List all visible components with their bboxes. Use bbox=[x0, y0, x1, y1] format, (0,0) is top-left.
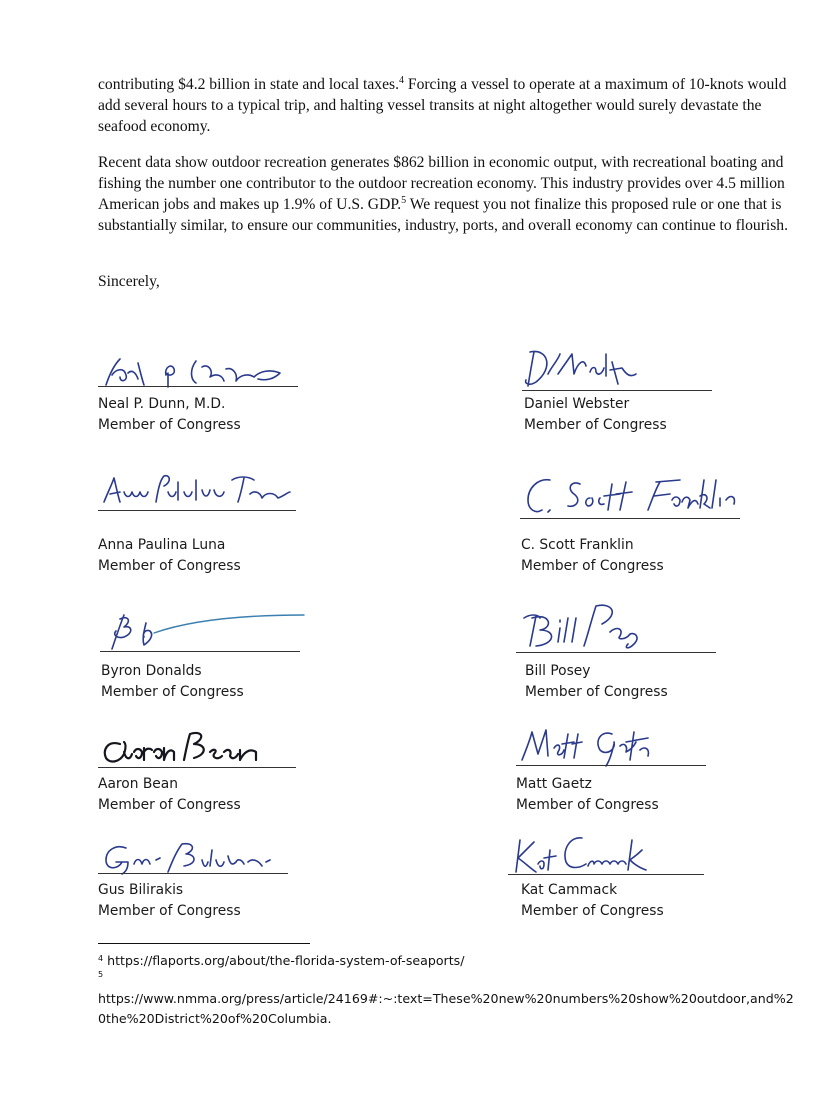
footnote-4-link[interactable]: https://flaports.org/about/the-florida-system-of-seaports/ bbox=[103, 953, 465, 968]
signatory-title: Member of Congress bbox=[521, 558, 664, 574]
signature-franklin-image bbox=[520, 470, 760, 518]
body-paragraph-1: contributing $4.2 billion in state and local taxes.$^4$ Forcing a vessel to operate at a maximum of 10-knots would add several hours to a typical trip, and halting vessel transits at night altogether would surely devastate the seafood economy. bbox=[98, 75, 787, 135]
footnote-ref-5: 5 bbox=[401, 195, 407, 206]
signature-line bbox=[98, 873, 288, 874]
signature-gaetz-image bbox=[516, 720, 666, 770]
signatory-title: Member of Congress bbox=[98, 797, 241, 813]
footnote-4-mark: 4 bbox=[98, 954, 104, 963]
signature-line bbox=[508, 874, 704, 875]
signatory-name: Aaron Bean bbox=[98, 776, 178, 792]
signature-line bbox=[522, 390, 712, 391]
footnote-5-mark: 5 bbox=[98, 970, 104, 979]
signatory-name: Gus Bilirakis bbox=[98, 882, 184, 898]
signatory-name: Bill Posey bbox=[525, 663, 591, 679]
closing-salutation: Sincerely, bbox=[98, 273, 160, 290]
signatory-title: Member of Congress bbox=[521, 903, 664, 919]
signature-webster-image bbox=[518, 344, 648, 390]
signature-line bbox=[100, 651, 300, 652]
signature-line bbox=[98, 767, 296, 768]
signatory-title: Member of Congress bbox=[524, 417, 667, 433]
signatory-name: Neal P. Dunn, M.D. bbox=[98, 396, 226, 412]
signatory-title: Member of Congress bbox=[101, 684, 244, 700]
signatory-name: Matt Gaetz bbox=[516, 776, 592, 792]
footnote-4 bbox=[98, 953, 464, 968]
signature-line bbox=[520, 518, 740, 519]
signatory-title: Member of Congress bbox=[98, 903, 241, 919]
signature-cammack-image bbox=[506, 830, 656, 878]
signature-luna-image bbox=[98, 462, 298, 510]
signatory-name: Daniel Webster bbox=[524, 396, 630, 412]
signature-bilirakis-image bbox=[98, 836, 298, 876]
signatory-name: Byron Donalds bbox=[101, 663, 202, 679]
footnote-ref-4: 4 bbox=[399, 75, 404, 86]
signature-bean-image bbox=[98, 722, 298, 768]
signatory-title: Member of Congress bbox=[98, 558, 241, 574]
signature-donalds-image bbox=[98, 605, 308, 655]
signatory-name: Kat Cammack bbox=[521, 882, 618, 898]
signatory-title: Member of Congress bbox=[525, 684, 668, 700]
signatory-title: Member of Congress bbox=[516, 797, 659, 813]
signature-line bbox=[516, 652, 716, 653]
signature-line bbox=[98, 510, 296, 511]
signatory-name: C. Scott Franklin bbox=[521, 537, 634, 553]
signatory-title: Member of Congress bbox=[98, 417, 241, 433]
signature-line bbox=[516, 765, 706, 766]
footnote-5-link[interactable]: https://www.nmma.org/press/article/24169#:~:text=These%20new%20numbers%20show%20outdoor,and%20the%20District%20of%20Columbia. bbox=[98, 991, 794, 1026]
signature-line bbox=[98, 386, 298, 387]
signatory-name: Anna Paulina Luna bbox=[98, 537, 226, 553]
body-paragraph-2: Recent data show outdoor recreation generates $862 billion in economic output, with recreational boating and fishing the number one contributor to the outdoor recreation economy. This industry provides over 4.5 million American jobs and makes up 1.9% of U.S. GDP.$^5$ We request you not finalize this proposed rule or one that is substantially similar, to ensure our communities, industry, ports, and overall economy can continue to flourish. bbox=[98, 154, 788, 234]
signature-posey-image bbox=[516, 598, 656, 654]
footnote-separator bbox=[98, 943, 310, 944]
